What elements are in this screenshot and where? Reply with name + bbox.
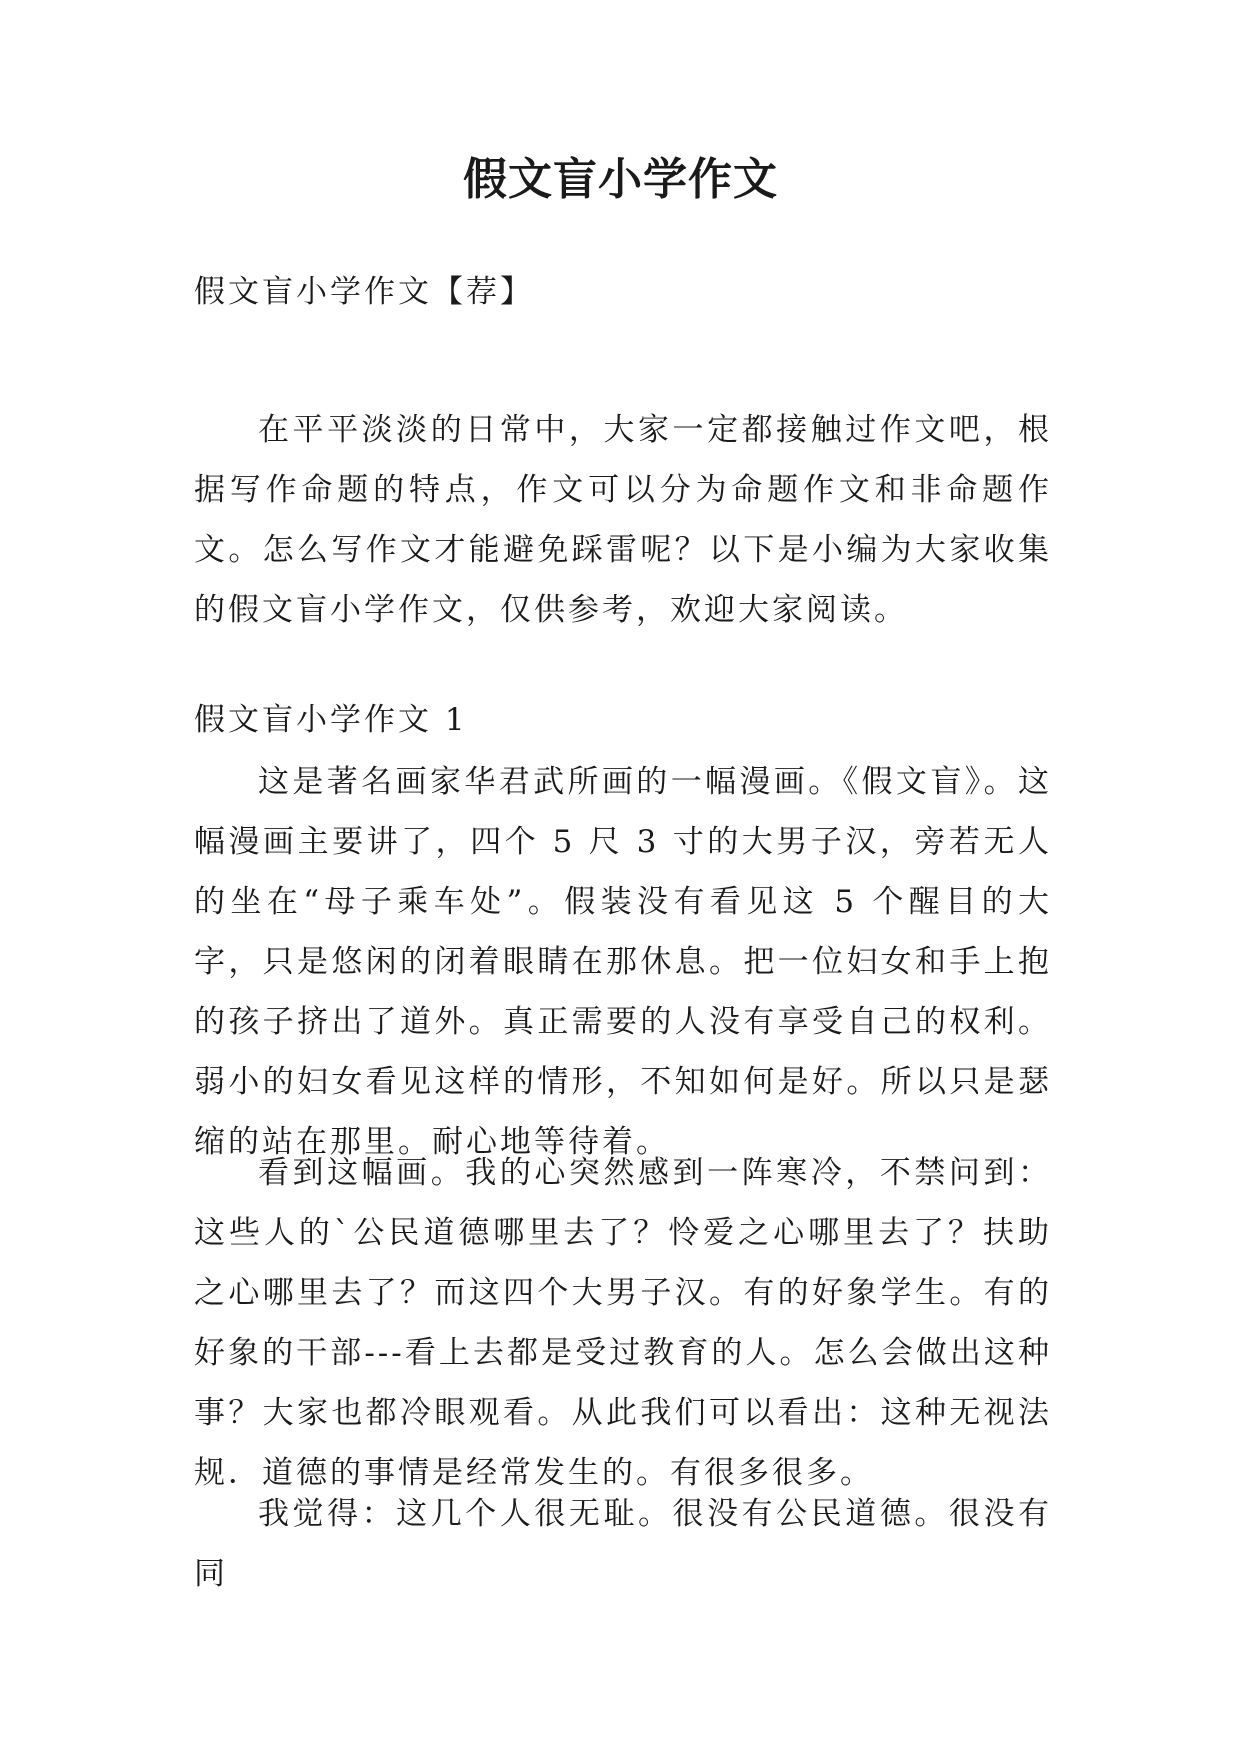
section-heading: 假文盲小学作文 1 <box>194 702 468 738</box>
document-title: 假文盲小学作文 <box>463 154 778 205</box>
intro-paragraph: 在平平淡淡的日常中，大家一定都接触过作文吧，根据写作命题的特点，作文可以分为命题作文和非命题作文。怎么写作文才能避免踩雷呢？以下是小编为大家收集的假文盲小学作文，仅供参考，欢迎大家阅读。 <box>194 412 1052 628</box>
document-subtitle: 假文盲小学作文【荐】 <box>194 274 534 310</box>
essay-paragraph-3: 我觉得：这几个人很无耻。很没有公民道德。很没有同 <box>194 1496 1052 1592</box>
essay-paragraph-1: 这是著名画家华君武所画的一幅漫画。《假文盲》。这幅漫画主要讲了，四个 5 尺 3 寸的大男子汉，旁若无人的坐在“母子乘车处”。假装没有看见这 5 个醒目的大字，只是悠闲的闭着眼睛在那休息。把一位妇女和手上抱的孩子挤出了道外。真正需要的人没有享受自己的权利。弱小的妇女看见这样的情形，不知如何是好。所以只是瑟缩的站在那里。耐心地等待着。 <box>194 764 1052 1160</box>
essay-paragraph-2: 看到这幅画。我的心突然感到一阵寒冷，不禁问到：这些人的`公民道德哪里去了？怜爱之心哪里去了？扶助之心哪里去了？而这四个大男子汉。有的好象学生。有的好象的干部---看上去都是受过教育的人。怎么会做出这种事？大家也都冷眼观看。从此我们可以看出：这种无视法规．道德的事情是经常发生的。有很多很多。 <box>194 1155 1052 1491</box>
